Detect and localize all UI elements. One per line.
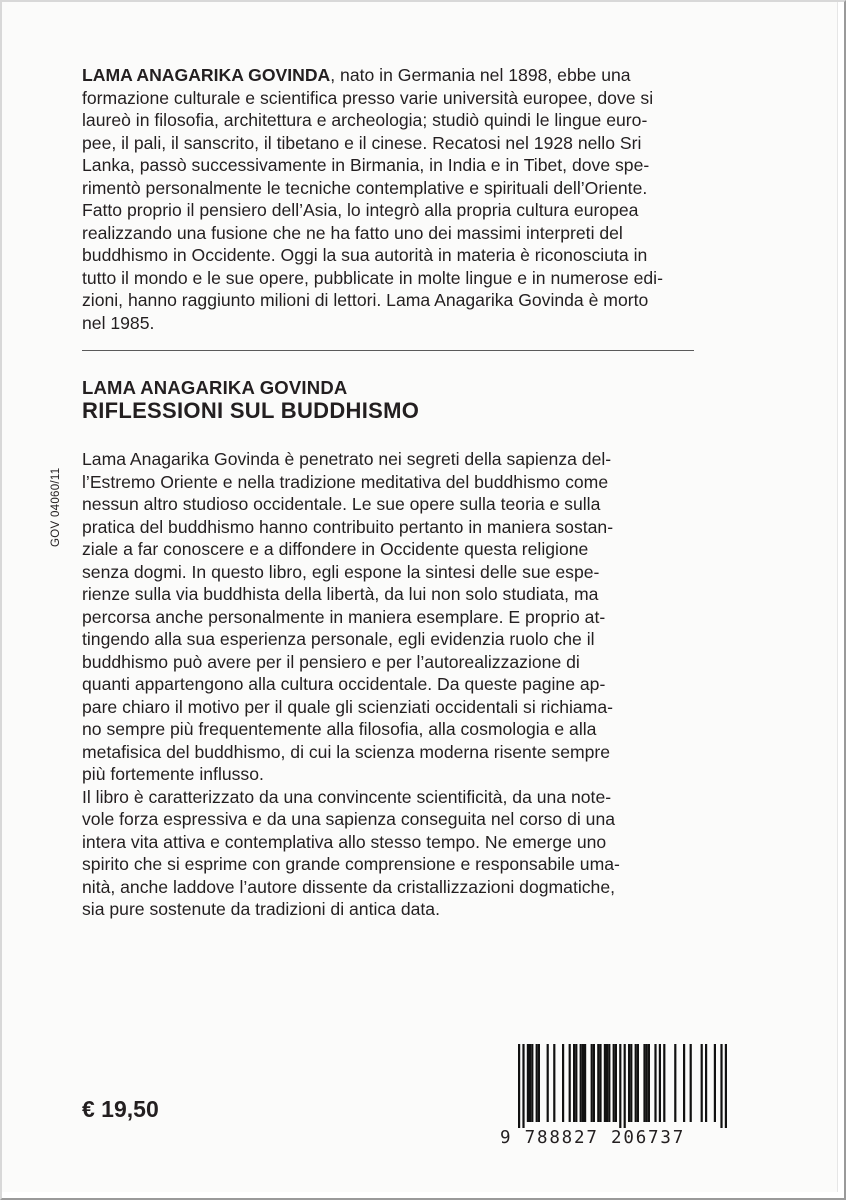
barcode-bar [599,1044,601,1122]
barcode-bar [663,1044,665,1122]
barcode-bar [569,1044,571,1122]
barcode-bar [628,1044,630,1122]
bio-text: , nato in Germania nel 1898, ebbe una formazione culturale e scientifica presso varie università europee, dove si laureò in filosofia, architettura e archeologia; studiò quindi le lingue euro- pee, il pali, il sanscrito, il tibetano e il cinese. Recatosi nel 1928 nello Sri Lanka, passò successivamente in Birmania, in India e in Tibet, dove spe- rimentò personalmente le tecniche contemplative e spirituali dell’Oriente. Fatto proprio il pensiero dell’Asia, lo integrò alla propria cultura europea realizzando una fusione che ne ha fatto uno dei massimi interpreti del buddhismo in Occidente. Oggi la sua autorità in materia è riconosciuta in tutto il mondo e le sue opere, pubblicate in molte lingue e in numerose edi- zioni, hanno raggiunto milioni di lettori. Lama Anagarika Govinda è morto nel 1985. [82,65,663,333]
barcode-bar [659,1044,661,1122]
barcode-bar [591,1044,593,1122]
barcode-bar [720,1044,722,1128]
barcode-bar [654,1044,656,1122]
barcode-bar [536,1044,538,1122]
price: € 19,50 [82,1096,159,1122]
isbn-barcode [500,1044,740,1159]
barcode-bar [580,1044,582,1122]
barcode-bar [604,1044,606,1122]
divider-line [82,350,694,351]
barcode-bar [637,1044,639,1122]
barcode-bar [619,1044,621,1128]
catalog-code: GOV 04060/11 [50,467,62,547]
barcode-bar [615,1044,617,1122]
barcode-bar [643,1044,645,1122]
barcode-bars [500,1044,740,1128]
barcode-bar [624,1044,626,1128]
barcode-bar [527,1044,529,1122]
barcode-bar [608,1044,610,1122]
barcode-bar [705,1044,707,1122]
barcode-bar [714,1044,716,1122]
barcode-bar [635,1044,637,1122]
barcode-bar [648,1044,650,1122]
barcode-bar [584,1044,586,1122]
barcode-bar [725,1044,727,1128]
barcode-bar [674,1044,676,1122]
barcode-bar [575,1044,577,1122]
barcode-bar [597,1044,599,1122]
barcode-bar [573,1044,575,1122]
barcode-bar [538,1044,540,1122]
barcode-bar [582,1044,584,1122]
barcode-bar [553,1044,555,1122]
barcode-bar [529,1044,531,1122]
barcode-bar [701,1044,703,1122]
book-author: LAMA ANAGARIKA GOVINDA [82,377,348,398]
back-cover [2,2,838,1192]
book-title: RIFLESSIONI SUL BUDDHISMO [82,398,420,423]
book-description: Lama Anagarika Govinda è penetrato nei segreti della sapienza del- l’Estremo Oriente e nella tradizione meditativa del buddhismo come nessun altro studioso occidentale. Le sue opere sulla teoria e sulla pratica del buddhismo hanno contribuito pertanto in maniera sostan- ziale a far conoscere e a diffondere in Occidente questa religione senza dogmi. In questo libro, egli espone la sintesi delle sue espe- rienze sulla via buddhista della libertà, da lui non solo studiata, ma percorsa anche personalmente in maniera esemplare. E proprio at- tingendo alla sua esperienza personale, egli evidenzia ruolo che il buddhismo può avere per il pensiero e per l’autorealizzazione di quanti appartengono alla cultura occidentale. Da queste pagine ap- pare chiaro il motivo per il quale gli scienziati occidentali si richiama- no sempre più frequentemente alla filosofia, alla cosmologia e alla metafisica del buddhismo, di cui la scienza moderna risente sempre più fortemente influsso. Il libro è caratterizzato da una convincente scientificità, da una note- vole forza espressiva e da una sapienza conseguita nel corso di una intera vita attiva e contemplativa allo stesso tempo. Ne emerge uno spirito che si esprime con grande comprensione e responsabile uma- nità, anche laddove l’autore dissente da cristallizzazioni dogmatiche, sia pure sostenute da tradizioni di antica data. [82,449,620,919]
barcode-bar [518,1044,520,1128]
barcode-bar [630,1044,632,1122]
barcode-bar [646,1044,648,1122]
barcode-bar [531,1044,533,1122]
barcode-bar [690,1044,692,1122]
barcode-bar [522,1044,524,1128]
author-biography [82,64,722,334]
isbn-number: 9 788827 206737 [500,1128,686,1148]
barcode-bar [593,1044,595,1122]
barcode-bar [606,1044,608,1122]
bio-author-name: LAMA ANAGARIKA GOVINDA [82,65,331,85]
barcode-bar [562,1044,564,1122]
barcode-bar [613,1044,615,1122]
barcode-bar [547,1044,549,1122]
barcode-bar [683,1044,685,1122]
